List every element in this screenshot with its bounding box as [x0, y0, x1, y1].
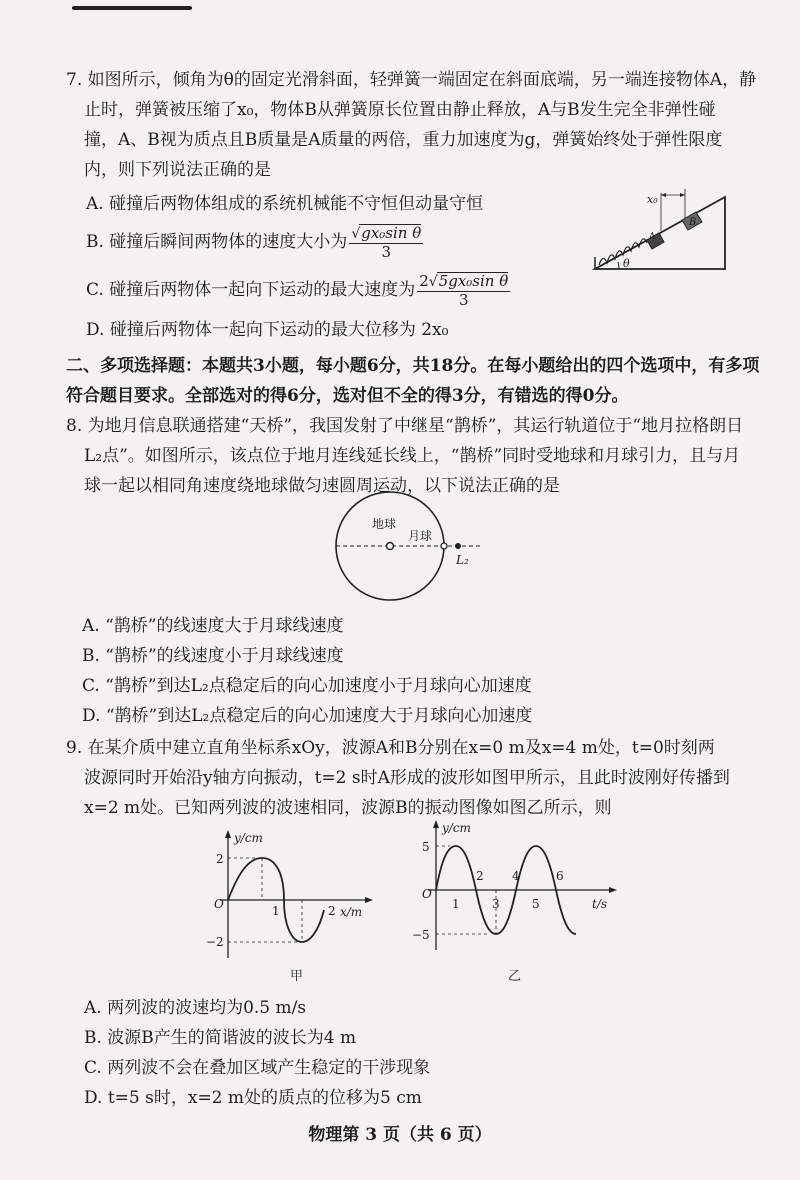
label-b: B — [689, 217, 697, 228]
graph-b-ytick-top: 5 — [422, 840, 430, 854]
q8-option-c: C. “鹊桥”到达L₂点稳定后的向心加速度小于月球向心加速度 — [82, 676, 532, 696]
graph-b-caption: 乙 — [508, 969, 522, 984]
moon-label: 月球 — [408, 529, 433, 543]
q7-stem-line-2: 止时，弹簧被压缩了x₀，物体B从弹簧原长位置由静止释放，A与B发生完全非弹性碰 — [84, 100, 716, 120]
q8-option-a: A. “鹊桥”的线速度大于月球线速度 — [82, 616, 344, 636]
q7-stem-line-1: 7. 如图所示，倾角为θ的固定光滑斜面，轻弹簧一端固定在斜面底端，另一端连接物体A，静 — [66, 70, 757, 90]
page-footer: 物理第 3 页（共 6 页） — [308, 1125, 492, 1145]
graph-b-xtick-6: 6 — [556, 869, 564, 883]
q8-stem-line-3: 球一起以相同角速度绕地球做匀速圆周运动，以下说法正确的是 — [84, 476, 560, 496]
graph-b-ylabel: y/cm — [442, 821, 471, 835]
theta-label: θ — [623, 257, 630, 270]
graph-b-xtick-4: 4 — [512, 869, 520, 883]
q8-option-b: B. “鹊桥”的线速度小于月球线速度 — [82, 646, 344, 666]
x0-label: x₀ — [647, 193, 658, 206]
graph-b-origin: O — [422, 887, 432, 901]
earth-dot — [387, 543, 394, 550]
q7-stem-line-3: 撞，A、B视为质点且B质量是A质量的两倍，重力加速度为g，弹簧始终处于弹性限度 — [84, 130, 723, 150]
q7-option-b-numerator: gx₀sin θ — [361, 224, 422, 242]
q9-stem-line-1: 9. 在某介质中建立直角坐标系xOy，波源A和B分别在x=0 m及x=4 m处，t=0时刻两 — [66, 738, 715, 758]
scan-edge-mark — [72, 6, 192, 10]
q7-option-a: A. 碰撞后两物体组成的系统机械能不守恒但动量守恒 — [86, 194, 484, 214]
q8-stem-line-2: L₂点”。如图所示，该点位于地月连线延长线上，“鹊桥”同时受地球和月球引力，且与月 — [84, 446, 741, 466]
section2-heading-line-2: 符合题目要求。全部选对的得6分，选对但不全的得3分，有错选的得0分。 — [66, 386, 629, 406]
graph-a-caption: 甲 — [290, 969, 304, 984]
q7-option-c-text: C. 碰撞后两物体一起向下运动的最大速度为 — [86, 280, 416, 300]
q9-stem-line-3: x=2 m处。已知两列波的波速相同，波源B的振动图像如图乙所示，则 — [84, 798, 612, 818]
q7-stem-line-4: 内，则下列说法正确的是 — [84, 160, 271, 180]
q7-option-c-denominator: 3 — [458, 291, 469, 309]
q9-graph-yi — [410, 818, 640, 988]
q7-option-b — [86, 222, 425, 262]
q7-option-b-denominator: 3 — [381, 243, 392, 261]
graph-b-xtick-3: 3 — [492, 897, 500, 911]
graph-a-xtick-2: 2 — [328, 904, 336, 918]
l2-dot — [455, 543, 461, 549]
graph-a-ylabel: y/cm — [234, 831, 263, 845]
label-a: A — [649, 232, 656, 242]
moon-dot — [441, 543, 447, 549]
graph-a-ytick-top: 2 — [216, 852, 224, 866]
q8-option-d: D. “鹊桥”到达L₂点稳定后的向心加速度大于月球向心加速度 — [82, 706, 533, 726]
q7-option-c — [86, 270, 512, 310]
q9-option-c: C. 两列波不会在叠加区域产生稳定的干涉现象 — [84, 1058, 431, 1078]
graph-b-xtick-2: 2 — [476, 869, 484, 883]
graph-a-origin: O — [214, 897, 224, 911]
graph-a-ytick-bottom: −2 — [206, 935, 224, 949]
q7-option-c-coef: 2 — [419, 272, 429, 290]
q7-incline-figure — [585, 185, 730, 275]
q8-stem-line-1: 8. 为地月信息联通搭建“天桥”，我国发射了中继星“鹊桥”，其运行轨道位于“地月拉格朗日 — [66, 416, 744, 436]
q9-option-d: D. t=5 s时，x=2 m处的质点的位移为5 cm — [84, 1088, 422, 1108]
q9-option-b: B. 波源B产生的简谐波的波长为4 m — [84, 1028, 357, 1048]
q9-stem-line-2: 波源同时开始沿y轴方向振动，t=2 s时A形成的波形如图甲所示，且此时波刚好传播到 — [84, 768, 730, 788]
q7-option-c-fraction: $\frac{\text{2√5gx₀sin θ}}{3}$ — [419, 272, 509, 309]
q9-option-a: A. 两列波的波速均为0.5 m/s — [84, 998, 307, 1018]
q7-option-c-radicand: 5gx₀sin θ — [438, 272, 509, 290]
q7-option-b-fraction: $\frac{\text{√gx₀sin θ}}{3}$ — [351, 224, 422, 261]
q7-option-b-text: B. 碰撞后瞬间两物体的速度大小为 — [86, 232, 348, 252]
l2-label: L₂ — [456, 553, 469, 567]
graph-b-xlabel: t/s — [592, 897, 608, 911]
graph-a-xtick-1: 1 — [272, 904, 280, 918]
graph-b-xtick-5: 5 — [532, 897, 540, 911]
graph-b-xtick-1: 1 — [452, 897, 460, 911]
q9-graph-jia — [190, 828, 390, 988]
earth-label: 地球 — [372, 517, 397, 531]
q7-option-d: D. 碰撞后两物体一起向下运动的最大位移为 2x₀ — [86, 320, 449, 340]
graph-b-ytick-bottom: −5 — [412, 928, 430, 942]
section2-heading-line-1: 二、多项选择题：本题共3小题，每小题6分，共18分。在每小题给出的四个选项中，有多项 — [66, 356, 760, 376]
q8-orbit-figure — [330, 490, 490, 630]
graph-a-xlabel: x/m — [340, 905, 363, 919]
